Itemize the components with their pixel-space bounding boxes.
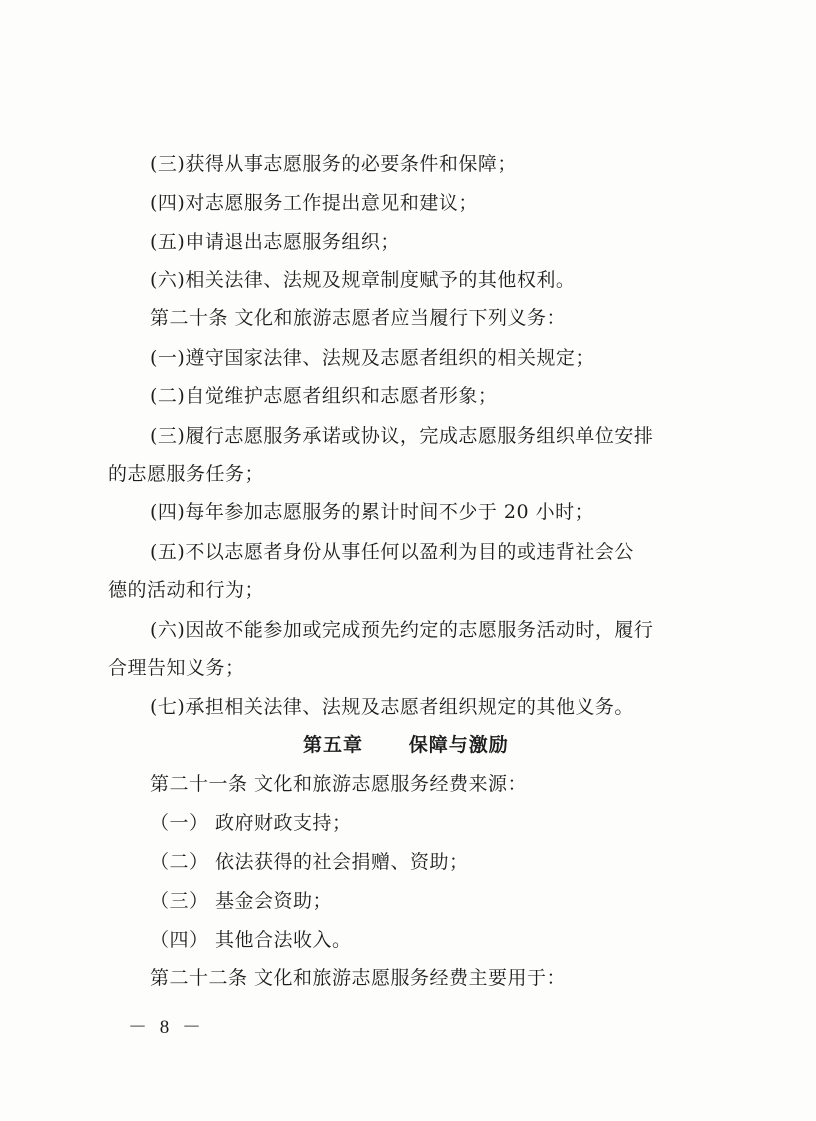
- text-line: (四)对志愿服务工作提出意见和建议；: [150, 192, 478, 214]
- text-line: （二） 依法获得的社会捐赠、资助；: [150, 851, 469, 873]
- text-line: 德的活动和行为；: [108, 579, 265, 601]
- text-line: (五)申请退出志愿服务组织；: [150, 231, 400, 253]
- text-line: (一)遵守国家法律、法规及志愿者组织的相关规定；: [150, 347, 595, 369]
- text-line: 的志愿服务任务；: [108, 463, 265, 485]
- article-22-title: 第二十二条 文化和旅游志愿服务经费主要用于：: [150, 967, 567, 989]
- article-21-title: 第二十一条 文化和旅游志愿服务经费来源：: [150, 773, 528, 795]
- text-line: （一） 政府财政支持；: [150, 812, 352, 834]
- text-line: （三） 基金会资助；: [150, 890, 333, 912]
- text-line: (二)自觉维护志愿者组织和志愿者形象；: [150, 385, 498, 407]
- text-line: (六)相关法律、法规及规章制度赋予的其他权利。: [150, 269, 576, 291]
- chapter-heading: 第五章 保障与激励: [303, 734, 509, 756]
- text-line: (六)因故不能参加或完成预先约定的志愿服务活动时，履行: [150, 619, 654, 641]
- article-20-title: 第二十条 文化和旅游志愿者应当履行下列义务：: [150, 307, 567, 329]
- page-number: － 8 －: [128, 1017, 206, 1038]
- text-line: (七)承担相关法律、法规及志愿者组织规定的其他义务。: [150, 696, 634, 718]
- text-line: (五)不以志愿者身份从事任何以盈利为目的或违背社会公: [150, 541, 634, 563]
- text-line: 合理告知义务；: [108, 657, 245, 679]
- text-line: （四） 其他合法收入。: [150, 929, 352, 951]
- text-line: (三)获得从事志愿服务的必要条件和保障；: [150, 153, 517, 175]
- text-line: (三)履行志愿服务承诺或协议，完成志愿服务组织单位安排: [150, 425, 654, 447]
- text-line: (四)每年参加志愿服务的累计时间不少于 20 小时；: [150, 501, 595, 523]
